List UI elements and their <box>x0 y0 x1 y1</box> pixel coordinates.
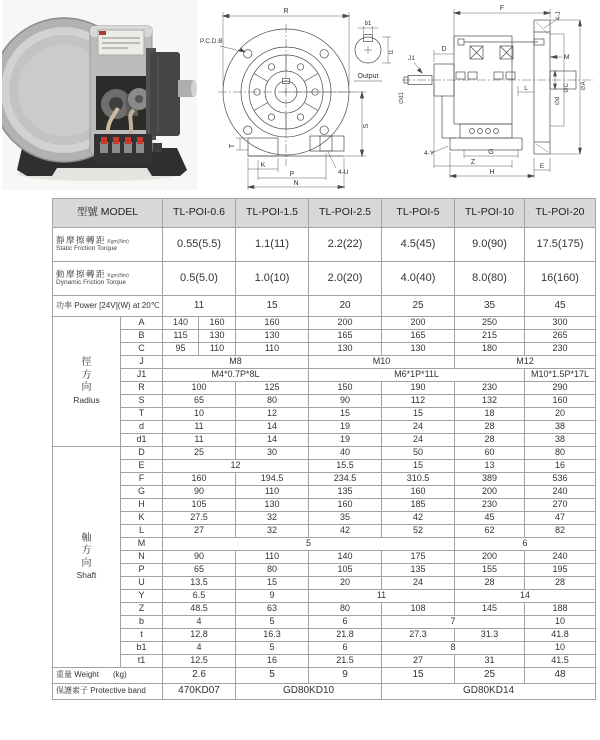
spec-cell: 190 <box>382 382 455 395</box>
row-label: 功率 Power [24V](W) at 20℃ <box>53 296 163 317</box>
param-label: K <box>121 512 163 525</box>
spec-cell: 115 <box>163 330 199 343</box>
spec-cell: 17.5(175) <box>525 228 596 262</box>
row-label: 重量 Weight (kg) <box>53 668 163 684</box>
spec-cell: 155 <box>455 564 525 577</box>
param-label: D <box>121 447 163 460</box>
spec-cell: 135 <box>382 564 455 577</box>
spec-cell: 180 <box>455 343 525 356</box>
spec-cell: 145 <box>455 603 525 616</box>
spec-cell: 175 <box>382 551 455 564</box>
spec-cell: 15 <box>382 408 455 421</box>
spec-cell: 100 <box>163 382 236 395</box>
spec-cell: 130 <box>236 330 309 343</box>
spec-cell: 200 <box>309 317 382 330</box>
spec-cell: M4*0.7P*8L <box>163 369 309 382</box>
param-label: G <box>121 486 163 499</box>
spec-cell: 35 <box>455 296 525 317</box>
model-header: TL-POI-0.6 <box>163 199 236 228</box>
spec-cell: GD80KD14 <box>382 684 596 700</box>
param-label: S <box>121 395 163 408</box>
spec-cell: 160 <box>199 317 236 330</box>
spec-cell: 11 <box>309 590 455 603</box>
param-label: R <box>121 382 163 395</box>
spec-cell: 310.5 <box>382 473 455 486</box>
spec-cell: 80 <box>525 447 596 460</box>
spec-cell: GD80KD10 <box>236 684 382 700</box>
spec-cell: 160 <box>236 317 309 330</box>
spec-cell: 14 <box>236 434 309 447</box>
spec-cell: 30 <box>236 447 309 460</box>
spec-cell: 12.8 <box>163 629 236 642</box>
spec-cell: 240 <box>525 551 596 564</box>
section-view-drawing <box>398 0 600 192</box>
param-label: J1 <box>121 369 163 382</box>
spec-cell: 47 <box>525 512 596 525</box>
dim-label-z: Z <box>470 159 476 166</box>
spec-cell: 200 <box>382 317 455 330</box>
param-label: b1 <box>121 642 163 655</box>
spec-cell: 13 <box>455 460 525 473</box>
param-label: b <box>121 616 163 629</box>
param-label: M <box>121 538 163 551</box>
spec-cell: 19 <box>309 434 382 447</box>
param-label: E <box>121 460 163 473</box>
spec-cell: 250 <box>455 317 525 330</box>
param-label: d1 <box>121 434 163 447</box>
spec-cell: 165 <box>309 330 382 343</box>
spec-cell: 31 <box>455 655 525 668</box>
spec-cell: 62 <box>455 525 525 538</box>
spec-cell: 2.6 <box>163 668 236 684</box>
spec-cell: M6*1P*11L <box>309 369 525 382</box>
param-label: Z <box>121 603 163 616</box>
spec-cell: 21.5 <box>309 655 382 668</box>
spec-cell: M10 <box>309 356 455 369</box>
spec-cell: 4.0(40) <box>382 262 455 296</box>
spec-cell: 165 <box>382 330 455 343</box>
dim-label-4u: 4-U <box>338 169 349 176</box>
spec-cell: 110 <box>236 486 309 499</box>
terminal-block <box>94 134 152 164</box>
spec-cell: 8 <box>382 642 525 655</box>
dim-label-j1: J1 <box>408 55 415 62</box>
spec-cell: 50 <box>382 447 455 460</box>
spec-cell: 24 <box>382 421 455 434</box>
spec-cell: 8.0(80) <box>455 262 525 296</box>
model-header: TL-POI-2.5 <box>309 199 382 228</box>
dim-label-4y: 4-Y <box>424 150 435 157</box>
dim-label-g: G <box>488 149 494 156</box>
model-column-header: 型號 MODEL <box>53 199 163 228</box>
spec-cell: 5 <box>236 668 309 684</box>
spec-cell: 25 <box>163 447 236 460</box>
spec-cell: 25 <box>455 668 525 684</box>
output-label: Output <box>357 73 379 80</box>
spec-cell: 150 <box>309 382 382 395</box>
spec-cell: 63 <box>236 603 309 616</box>
spec-cell: 112 <box>382 395 455 408</box>
model-header: TL-POI-20 <box>525 199 596 228</box>
spec-cell: 27 <box>163 525 236 538</box>
spec-cell: 4 <box>163 616 236 629</box>
spec-cell: 160 <box>163 473 236 486</box>
spec-cell: 12 <box>163 460 309 473</box>
spec-cell: 15 <box>382 668 455 684</box>
spec-cell: 32 <box>236 525 309 538</box>
spec-cell: 12 <box>236 408 309 421</box>
group-label: 軸 方 向 Shaft <box>53 447 121 668</box>
product-photo <box>2 0 197 190</box>
spec-table <box>52 198 596 700</box>
spec-cell: 105 <box>163 499 236 512</box>
dim-label-n: N <box>293 180 299 187</box>
spec-cell: 240 <box>525 486 596 499</box>
spec-cell: 6 <box>455 538 596 551</box>
spec-cell: 160 <box>382 486 455 499</box>
spec-cell: 6 <box>309 616 382 629</box>
model-header: TL-POI-1.5 <box>236 199 309 228</box>
dim-label-r: R <box>283 8 289 15</box>
spec-cell: 15 <box>236 577 309 590</box>
spec-cell: 11 <box>163 434 236 447</box>
spec-cell: 45 <box>525 296 596 317</box>
spec-cell: 16.3 <box>236 629 309 642</box>
spec-cell: 90 <box>309 395 382 408</box>
spec-cell: 105 <box>309 564 382 577</box>
spec-cell: 2.0(20) <box>309 262 382 296</box>
spec-cell: 135 <box>309 486 382 499</box>
param-label: P <box>121 564 163 577</box>
spec-cell: 265 <box>525 330 596 343</box>
group-label: 徑 方 向 Radius <box>53 317 121 447</box>
dim-label-phia: ∅A <box>581 81 587 91</box>
param-label: N <box>121 551 163 564</box>
spec-cell: 536 <box>525 473 596 486</box>
spec-cell: 24 <box>382 577 455 590</box>
spec-cell: 14 <box>236 421 309 434</box>
spec-cell: 38 <box>525 434 596 447</box>
param-label: H <box>121 499 163 512</box>
spec-cell: 6.5 <box>163 590 236 603</box>
spec-cell: 16 <box>236 655 309 668</box>
spec-cell: M10*1.5P*17L <box>525 369 596 382</box>
param-label: T <box>121 408 163 421</box>
spec-cell: 6 <box>309 642 382 655</box>
param-label: Y <box>121 590 163 603</box>
spec-cell: 80 <box>236 395 309 408</box>
param-label: U <box>121 577 163 590</box>
spec-cell: 90 <box>163 486 236 499</box>
spec-cell: 15 <box>309 408 382 421</box>
spec-cell: 14 <box>455 590 596 603</box>
dim-label-t1: t1 <box>389 49 395 55</box>
spec-cell: 48.5 <box>163 603 236 616</box>
spec-cell: 290 <box>525 382 596 395</box>
spec-cell: 200 <box>455 551 525 564</box>
name-plate <box>98 30 144 55</box>
spec-cell: 90 <box>163 551 236 564</box>
dim-label-f: F <box>499 5 505 12</box>
spec-cell: 7 <box>382 616 525 629</box>
spec-cell: 19 <box>309 421 382 434</box>
dim-label-m: M <box>564 54 570 61</box>
row-label: 保護素子 Protective band <box>53 684 163 700</box>
spec-cell: 132 <box>455 395 525 408</box>
param-label: A <box>121 317 163 330</box>
spec-table-container <box>52 198 596 700</box>
spec-cell: 20 <box>309 296 382 317</box>
spec-cell: M12 <box>455 356 596 369</box>
spec-cell: 52 <box>382 525 455 538</box>
spec-cell: 110 <box>236 343 309 356</box>
spec-cell: 42 <box>309 525 382 538</box>
param-label: C <box>121 343 163 356</box>
spec-cell: 48 <box>525 668 596 684</box>
spec-cell: 60 <box>455 447 525 460</box>
spec-cell: 230 <box>455 382 525 395</box>
spec-cell: 42 <box>382 512 455 525</box>
param-label: J <box>121 356 163 369</box>
spec-cell: 25 <box>382 296 455 317</box>
dim-label-l: L <box>524 85 528 92</box>
spec-cell: 4 <box>163 642 236 655</box>
spec-cell: 24 <box>382 434 455 447</box>
dim-label-pcd: P.C.D.B <box>200 38 223 45</box>
spec-cell: 15.5 <box>309 460 382 473</box>
spec-cell: 1.0(10) <box>236 262 309 296</box>
dim-label-e: E <box>539 163 545 170</box>
dim-label-s: S <box>363 123 370 129</box>
spec-cell: 10 <box>525 616 596 629</box>
spec-cell: 31.3 <box>455 629 525 642</box>
spec-cell: 28 <box>525 577 596 590</box>
spec-cell: M8 <box>163 356 309 369</box>
spec-cell: 130 <box>236 499 309 512</box>
spec-cell: 5 <box>236 642 309 655</box>
spec-cell: 32 <box>236 512 309 525</box>
spec-cell: 65 <box>163 564 236 577</box>
param-label: F <box>121 473 163 486</box>
spec-cell: 82 <box>525 525 596 538</box>
param-label: B <box>121 330 163 343</box>
spec-cell: 13.5 <box>163 577 236 590</box>
spec-cell: 15 <box>236 296 309 317</box>
spec-cell: 130 <box>309 343 382 356</box>
dim-label-4j: 4-J <box>555 11 562 21</box>
dim-label-phid: ∅d <box>555 96 561 106</box>
spec-cell: 300 <box>525 317 596 330</box>
spec-cell: 234.5 <box>309 473 382 486</box>
spec-cell: 125 <box>236 382 309 395</box>
spec-cell: 0.55(5.5) <box>163 228 236 262</box>
spec-cell: 27.5 <box>163 512 236 525</box>
spec-cell: 9.0(90) <box>455 228 525 262</box>
spec-cell: 28 <box>455 421 525 434</box>
spec-cell: 140 <box>163 317 199 330</box>
model-header: TL-POI-5 <box>382 199 455 228</box>
rear-housing <box>146 48 180 140</box>
output-shaft <box>178 80 197 97</box>
spec-cell: 18 <box>455 408 525 421</box>
spec-cell: 16(160) <box>525 262 596 296</box>
dim-label-b1: b1 <box>364 21 372 27</box>
dim-label-t: T <box>229 143 236 149</box>
spec-cell: 12.5 <box>163 655 236 668</box>
dim-label-phic: ∅C <box>564 83 570 93</box>
spec-cell: 160 <box>309 499 382 512</box>
spec-cell: 0.5(5.0) <box>163 262 236 296</box>
dim-label-p: P <box>289 171 295 178</box>
row-label: 靜摩擦轉距 Kgm(Nm) Static Friction Torque <box>53 228 163 262</box>
spec-cell: 194.5 <box>236 473 309 486</box>
spec-cell: 80 <box>236 564 309 577</box>
spec-cell: 140 <box>309 551 382 564</box>
spec-cell: 110 <box>236 551 309 564</box>
spec-cell: 10 <box>525 642 596 655</box>
spec-cell: 38 <box>525 421 596 434</box>
spec-cell: 27 <box>382 655 455 668</box>
spec-cell: 5 <box>236 616 309 629</box>
spec-cell: 108 <box>382 603 455 616</box>
spec-cell: 95 <box>163 343 199 356</box>
spec-cell: 40 <box>309 447 382 460</box>
spec-cell: 5 <box>163 538 455 551</box>
spec-cell: 65 <box>163 395 236 408</box>
spec-cell: 15 <box>382 460 455 473</box>
spec-cell: 45 <box>455 512 525 525</box>
dim-label-h: H <box>489 169 495 176</box>
spec-cell: 2.2(22) <box>309 228 382 262</box>
spec-cell: 195 <box>525 564 596 577</box>
dim-label-d: D <box>441 46 447 53</box>
param-label: t1 <box>121 655 163 668</box>
spec-cell: 200 <box>455 486 525 499</box>
spec-cell: 20 <box>309 577 382 590</box>
param-label: t <box>121 629 163 642</box>
front-view-drawing <box>198 0 398 192</box>
inner-coupling-window <box>96 76 154 130</box>
spec-cell: 11 <box>163 296 236 317</box>
spec-cell: 4.5(45) <box>382 228 455 262</box>
spec-cell: 27.3 <box>382 629 455 642</box>
spec-cell: 1.1(11) <box>236 228 309 262</box>
spec-cell: 185 <box>382 499 455 512</box>
spec-cell: 21.8 <box>309 629 382 642</box>
spec-cell: 41.5 <box>525 655 596 668</box>
dim-label-k: K <box>260 162 266 169</box>
spec-cell: 11 <box>163 421 236 434</box>
spec-cell: 16 <box>525 460 596 473</box>
spec-cell: 80 <box>309 603 382 616</box>
model-header: TL-POI-10 <box>455 199 525 228</box>
spec-cell: 28 <box>455 434 525 447</box>
spec-cell: 130 <box>199 330 236 343</box>
spec-cell: 160 <box>525 395 596 408</box>
dim-label-d1: ∅d1 <box>399 92 405 104</box>
spec-cell: 28 <box>455 577 525 590</box>
spec-cell: 130 <box>382 343 455 356</box>
spec-cell: 270 <box>525 499 596 512</box>
spec-cell: 389 <box>455 473 525 486</box>
spec-cell: 41.8 <box>525 629 596 642</box>
spec-cell: 110 <box>199 343 236 356</box>
param-label: L <box>121 525 163 538</box>
param-label: d <box>121 421 163 434</box>
spec-cell: 10 <box>163 408 236 421</box>
spec-cell: 9 <box>236 590 309 603</box>
spec-cell: 230 <box>455 499 525 512</box>
spec-cell: 230 <box>525 343 596 356</box>
spec-cell: 215 <box>455 330 525 343</box>
spec-cell: 20 <box>525 408 596 421</box>
spec-cell: 35 <box>309 512 382 525</box>
spec-cell: 188 <box>525 603 596 616</box>
row-label: 動摩擦轉距 Kgm(Nm) Dynamic Friction Torque <box>53 262 163 296</box>
spec-cell: 470KD07 <box>163 684 236 700</box>
spec-cell: 9 <box>309 668 382 684</box>
